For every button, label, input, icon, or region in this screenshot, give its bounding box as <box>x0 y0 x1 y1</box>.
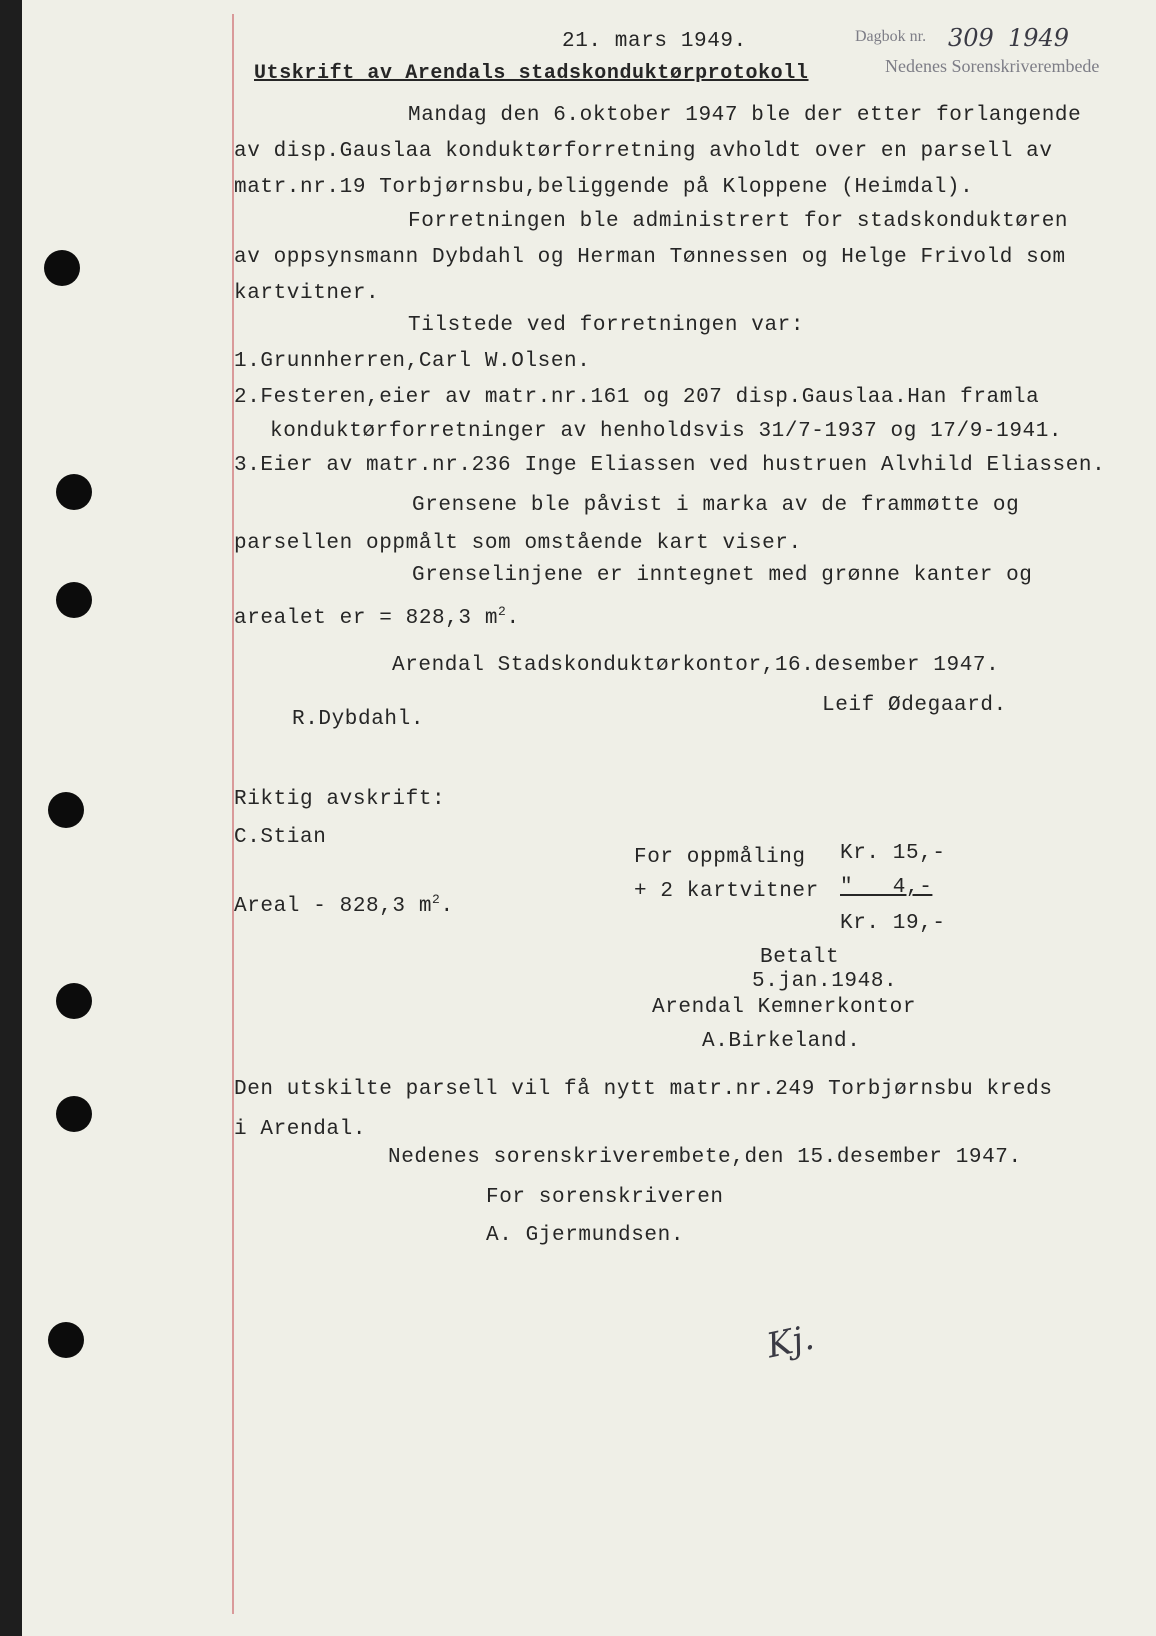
document-title: Utskrift av Arendals stadskonduktørprotokoll <box>254 62 809 85</box>
document-date: 21. mars 1949. <box>562 30 747 53</box>
footer-line: Den utskilte parsell vil få nytt matr.nr.249 Torbjørnsbu kreds <box>234 1078 1053 1101</box>
punch-hole <box>56 1096 92 1132</box>
body-line: Tilstede ved forretningen var: <box>408 314 805 337</box>
signer-left: R.Dybdahl. <box>292 708 425 731</box>
journal-stamp-label: Dagbok nr. <box>855 28 927 45</box>
punch-hole <box>56 582 92 618</box>
punch-hole <box>48 1322 84 1358</box>
initials-signature: Kj. <box>763 1317 818 1367</box>
payment-date: 5.jan.1948. <box>752 970 898 993</box>
body-line: Mandag den 6.oktober 1947 ble der etter forlangende <box>408 104 1082 127</box>
list-item: 2.Festeren,eier av matr.nr.161 og 207 disp.Gauslaa.Han framla <box>234 386 1040 409</box>
punch-hole <box>48 792 84 828</box>
fee-total: Kr. 19,- <box>840 912 946 935</box>
fee-label: + 2 kartvitner <box>634 880 819 903</box>
area-line: arealet er = 828,3 $m^2$. <box>234 604 520 630</box>
certifier-name: C.Stian <box>234 826 327 849</box>
signer-right: Leif Ødegaard. <box>822 694 1007 717</box>
footer-line: i Arendal. <box>234 1118 367 1141</box>
journal-year: 1949 <box>1008 24 1070 52</box>
body-line: parsellen oppmålt som omstående kart viser. <box>234 532 802 555</box>
list-item: konduktørforretninger av henholdsvis 31/7-1937 og 17/9-1941. <box>270 420 1063 443</box>
fee-value: Kr. 15,- <box>840 842 946 865</box>
fee-value: " 4,- <box>840 876 933 899</box>
footer-for-line: For sorenskriveren <box>486 1186 724 1209</box>
body-line: Forretningen ble administrert for stadskonduktøren <box>408 210 1069 233</box>
body-line: kartvitner. <box>234 282 380 305</box>
fee-label: For oppmåling <box>634 846 806 869</box>
payment-office: Arendal Kemnerkontor <box>652 996 917 1019</box>
document-page <box>22 0 1156 1636</box>
body-line: av disp.Gauslaa konduktørforretning avholdt over en parsell av <box>234 140 1053 163</box>
body-line: av oppsynsmann Dybdahl og Herman Tønnessen og Helge Frivold som <box>234 246 1066 269</box>
body-line: matr.nr.19 Torbjørnsbu,beliggende på Kloppene (Heimdal). <box>234 176 974 199</box>
payment-signer: A.Birkeland. <box>702 1030 861 1053</box>
punch-hole <box>44 250 80 286</box>
list-item: 3.Eier av matr.nr.236 Inge Eliassen ved hustruen Alvhild Eliassen. <box>234 454 1106 477</box>
list-item: 1.Grunnherren,Carl W.Olsen. <box>234 350 591 373</box>
footer-signer: A. Gjermundsen. <box>486 1224 685 1247</box>
office-stamp: Nedenes Sorenskriverembede <box>885 56 1100 76</box>
body-line: Grenselinjene er inntegnet med grønne kanter og <box>412 564 1033 587</box>
certified-label: Riktig avskrift: <box>234 788 446 811</box>
body-line: Grensene ble påvist i marka av de frammøtte og <box>412 494 1020 517</box>
area-summary: Areal - 828,3 $m^2$. <box>234 892 454 918</box>
journal-number: 309 <box>948 24 994 52</box>
punch-hole <box>56 474 92 510</box>
payment-status: Betalt <box>760 946 840 969</box>
footer-office-date: Nedenes sorenskriverembete,den 15.desember 1947. <box>388 1146 1022 1169</box>
place-date: Arendal Stadskonduktørkontor,16.desember 1947. <box>392 654 1000 677</box>
punch-hole <box>56 983 92 1019</box>
